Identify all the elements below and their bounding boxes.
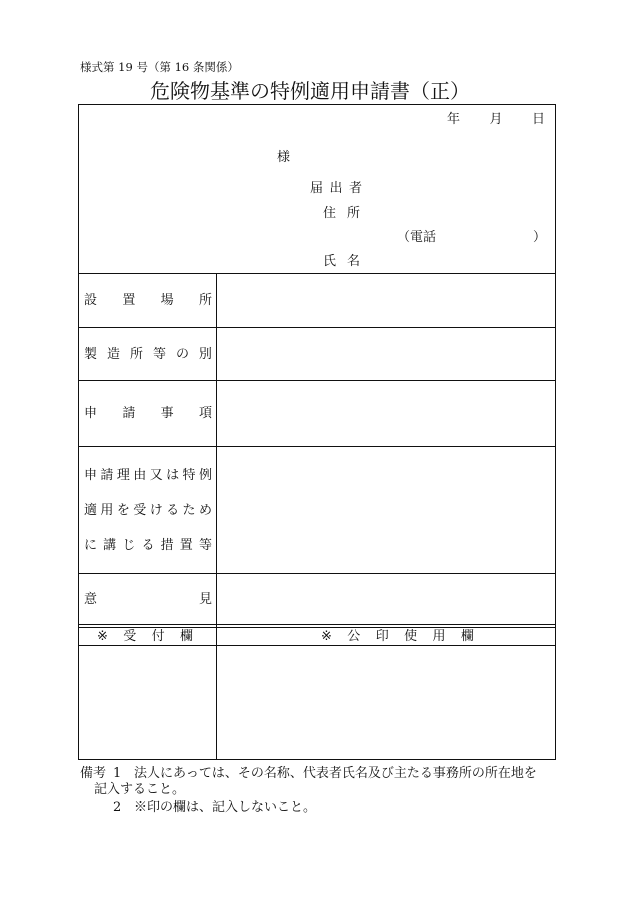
seal-column-label [321, 630, 474, 643]
glyph: 事 [160, 406, 174, 421]
glyph: 出 [329, 181, 343, 196]
glyph: 申 [84, 406, 98, 421]
column-divider [216, 273, 217, 759]
name-label [323, 255, 360, 268]
form-row-reason-and-measures [79, 446, 555, 573]
date-line [447, 113, 545, 126]
reason-and-measures-field [216, 447, 555, 573]
note-1-text-line-1: 法人にあっては、その名称、代表者氏名及び主たる事務所の所在地を [134, 766, 537, 781]
row-label-cell [79, 381, 216, 446]
glyph: の [175, 346, 189, 362]
form-number: 様式第 19 号（第 16 条関係） [80, 60, 239, 74]
glyph: は [166, 467, 180, 483]
glyph: じ [122, 537, 136, 553]
glyph: 見 [198, 591, 212, 607]
glyph: 申 [84, 467, 98, 483]
glyph: 印 [375, 629, 389, 644]
row-label-cell [79, 274, 216, 327]
reason-label-line-3 [84, 539, 212, 552]
glyph: る [141, 537, 155, 553]
glyph: 受 [133, 502, 147, 518]
reception-area [79, 646, 216, 759]
opinion-field [216, 574, 555, 624]
glyph: 名 [346, 254, 360, 269]
application-items-label [84, 407, 212, 420]
glyph: 所 [346, 206, 360, 221]
installation-location-label [84, 294, 212, 307]
glyph: 欄 [179, 629, 193, 644]
installation-location-field [216, 274, 555, 327]
opinion-label [84, 593, 212, 606]
row-label-cell [79, 328, 216, 380]
glyph: 住 [323, 206, 337, 221]
glyph: 造 [106, 346, 120, 362]
glyph: 場 [160, 293, 174, 308]
glyph: 適 [84, 502, 98, 518]
glyph: 用 [432, 629, 446, 644]
seal-header-cell [216, 628, 555, 645]
glyph: る [166, 502, 180, 518]
glyph: 特 [182, 467, 196, 483]
office-use-body-row [79, 645, 555, 759]
glyph: 別 [198, 346, 212, 362]
form-title: 危険物基準の特例適用申請書（正） [150, 79, 470, 103]
glyph: ※ [321, 629, 332, 644]
reason-label-line-1 [84, 469, 212, 482]
glyph: 請 [122, 406, 136, 421]
facility-type-label [84, 348, 212, 361]
glyph: 講 [103, 537, 117, 553]
glyph: 等 [152, 346, 166, 362]
glyph: た [182, 502, 196, 518]
row-label-cell [79, 574, 216, 624]
glyph: 欄 [460, 629, 474, 644]
glyph: 公 [347, 629, 361, 644]
row-label-cell [79, 447, 216, 573]
glyph: け [149, 502, 163, 518]
phone-close-paren: ） [533, 230, 547, 245]
applicant-label [310, 182, 362, 195]
glyph: を [116, 502, 130, 518]
glyph: 例 [198, 467, 212, 483]
office-use-header-row [79, 627, 555, 645]
form-row-application-items [79, 380, 555, 446]
glyph: 項 [198, 406, 212, 421]
form-row-facility-type [79, 327, 555, 380]
glyph: 日 [531, 112, 545, 127]
note-2-text: ※印の欄は、記入しないこと。 [134, 800, 317, 815]
glyph: 受 [123, 629, 137, 644]
glyph: 者 [348, 181, 362, 196]
glyph: 由 [133, 467, 147, 483]
notes-label: 備考 [80, 766, 107, 781]
glyph: め [198, 502, 212, 518]
glyph: 措 [160, 537, 174, 553]
glyph: 設 [84, 293, 98, 308]
address-label [323, 207, 360, 220]
glyph: 又 [149, 467, 163, 483]
glyph: 置 [122, 293, 136, 308]
note-1-text-line-2: 記入すること。 [94, 782, 186, 797]
glyph: 付 [151, 629, 165, 644]
glyph: に [84, 537, 98, 553]
glyph: 年 [447, 112, 461, 127]
glyph: 置 [179, 537, 193, 553]
glyph: 月 [489, 112, 503, 127]
addressee-suffix: 様 [277, 150, 291, 165]
reception-column-label [97, 630, 193, 643]
glyph: 所 [129, 346, 143, 362]
glyph: 氏 [323, 254, 337, 269]
glyph: 製 [84, 346, 98, 362]
glyph: 所 [198, 293, 212, 308]
reception-header-cell [79, 628, 216, 645]
glyph: 使 [404, 629, 418, 644]
glyph: 請 [100, 467, 114, 483]
facility-type-field [216, 328, 555, 380]
phone-label: （電話 [397, 230, 437, 245]
application-items-field [216, 381, 555, 446]
reason-label-line-2 [84, 504, 212, 517]
glyph: 等 [198, 537, 212, 553]
glyph: 届 [310, 181, 324, 196]
glyph: 理 [116, 467, 130, 483]
glyph: 用 [100, 502, 114, 518]
glyph: 意 [84, 591, 98, 607]
glyph: ※ [97, 629, 108, 644]
application-form-table [78, 104, 556, 760]
form-row-opinion [79, 573, 555, 625]
form-row-installation-location [79, 273, 555, 327]
seal-area [216, 646, 555, 759]
note-1-number: 1 [113, 766, 122, 781]
note-2-number: 2 [113, 800, 122, 815]
